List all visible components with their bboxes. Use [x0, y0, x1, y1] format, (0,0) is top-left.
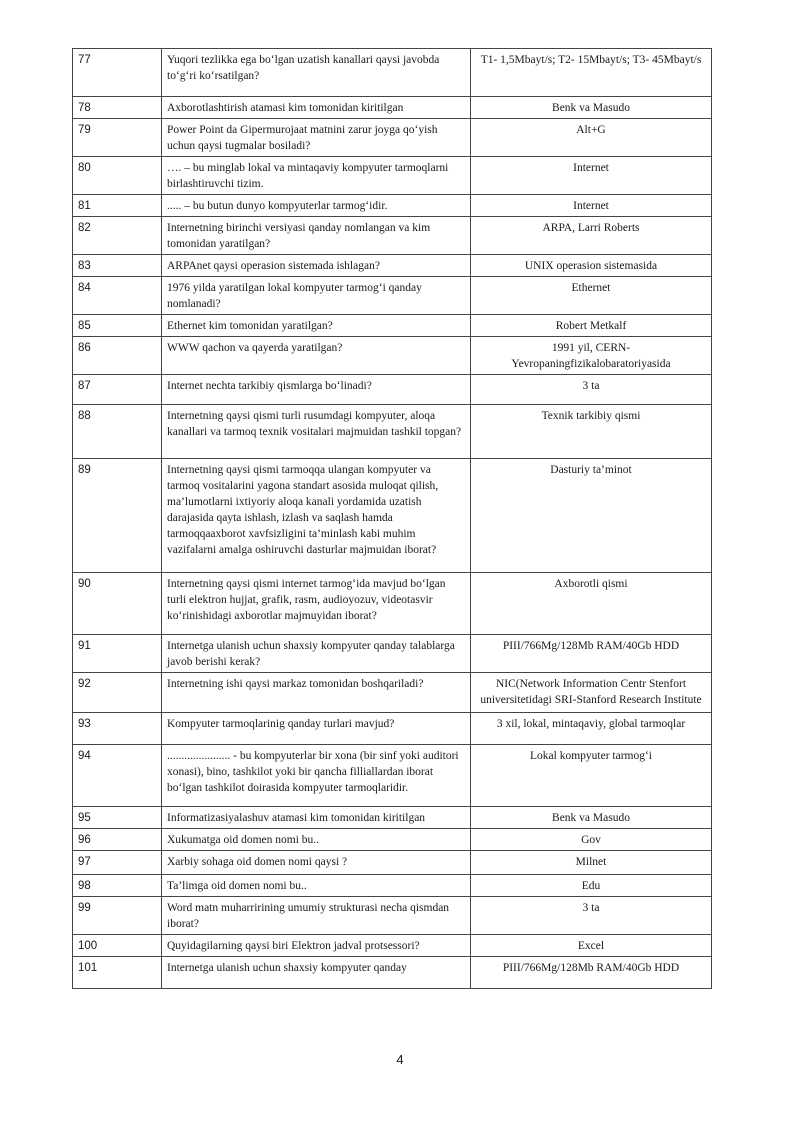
table-row	[73, 315, 712, 337]
answer-text: Dasturiy ta’minot	[471, 459, 712, 573]
table-row	[73, 829, 712, 851]
question-number: 81	[73, 195, 162, 217]
question-text: Internetning qaysi qismi turli rusumdagi kompyuter, aloqa kanallari va tarmoq texnik vositalari majmuidan tashkil topgan?	[162, 405, 471, 459]
answer-text: Excel	[471, 935, 712, 957]
question-number: 80	[73, 157, 162, 195]
question-number: 86	[73, 337, 162, 375]
table-row	[73, 157, 712, 195]
answer-text: Lokal kompyuter tarmog‘i	[471, 745, 712, 807]
table-row	[73, 897, 712, 935]
table-row	[73, 935, 712, 957]
question-text: ...................... - bu kompyuterlar bir xona (bir sinf yoki auditori xonasi), bino, tashkilot yoki bir qancha filliallardan iborat bo‘lgan tashkilot doirasida kompyuter tarmoqlaridir.	[162, 745, 471, 807]
answer-text: Benk va Masudo	[471, 807, 712, 829]
question-number: 97	[73, 851, 162, 875]
answer-text: PIII/766Mg/128Mb RAM/40Gb HDD	[471, 957, 712, 989]
question-number: 99	[73, 897, 162, 935]
question-text: Axborotlashtirish atamasi kim tomonidan kiritilgan	[162, 97, 471, 119]
table-row	[73, 713, 712, 745]
answer-text: T1- 1,5Mbayt/s; T2- 15Mbayt/s; T3- 45Mbayt/s	[471, 49, 712, 97]
question-number: 95	[73, 807, 162, 829]
question-number: 91	[73, 635, 162, 673]
table-row	[73, 337, 712, 375]
table-row	[73, 635, 712, 673]
answer-text: Internet	[471, 157, 712, 195]
question-text: Internetning qaysi qismi tarmoqqa ulangan kompyuter va tarmoq vositalarini yagona standart asosida muloqat qilish, ma’lumotlarni ixtiyoriy aloqa kanali yordamida uzatish darajasida qayta ishlash, izlash va saqlash hamda tarmoqqaaxborot xavfsizligini ta’minlash kabi muhim vazifalarni amalga oshiruvchi dasturlar majmuidan iborat?	[162, 459, 471, 573]
question-text: Ethernet kim tomonidan yaratilgan?	[162, 315, 471, 337]
answer-text: PIII/766Mg/128Mb RAM/40Gb HDD	[471, 635, 712, 673]
answer-text: ARPA, Larri Roberts	[471, 217, 712, 255]
question-number: 92	[73, 673, 162, 713]
question-number: 100	[73, 935, 162, 957]
question-text: Quyidagilarning qaysi biri Elektron jadval protsessori?	[162, 935, 471, 957]
question-number: 83	[73, 255, 162, 277]
question-text: Internetning birinchi versiyasi qanday nomlangan va kim tomonidan yaratilgan?	[162, 217, 471, 255]
question-text: Internet nechta tarkibiy qismlarga bo‘linadi?	[162, 375, 471, 405]
page-number: 4	[396, 1052, 404, 1067]
table-row	[73, 195, 712, 217]
question-text: Kompyuter tarmoqlarinig qanday turlari mavjud?	[162, 713, 471, 745]
question-text: ..... – bu butun dunyo kompyuterlar tarmog‘idir.	[162, 195, 471, 217]
answer-text: 1991 yil, CERN-Yevropaningfizikalobaratoriyasida	[471, 337, 712, 375]
table-row	[73, 745, 712, 807]
answer-text: Alt+G	[471, 119, 712, 157]
answer-text: Gov	[471, 829, 712, 851]
question-number: 88	[73, 405, 162, 459]
answer-text: NIC(Network Information Centr Stenfort universitetidagi SRI-Stanford Research Institute	[471, 673, 712, 713]
question-text: Internetga ulanish uchun shaxsiy kompyuter qanday	[162, 957, 471, 989]
table-row	[73, 807, 712, 829]
question-number: 94	[73, 745, 162, 807]
question-number: 78	[73, 97, 162, 119]
table-row	[73, 405, 712, 459]
table-row	[73, 459, 712, 573]
question-text: Power Point da Gipermurojaat matnini zarur joyga qo‘yish uchun qaysi tugmalar bosiladi?	[162, 119, 471, 157]
answer-text: Benk va Masudo	[471, 97, 712, 119]
question-number: 93	[73, 713, 162, 745]
table-row	[73, 119, 712, 157]
question-text: Word matn muharririning umumiy strukturasi necha qismdan iborat?	[162, 897, 471, 935]
question-number: 77	[73, 49, 162, 97]
table-row	[73, 957, 712, 989]
question-text: Informatizasiyalashuv atamasi kim tomonidan kiritilgan	[162, 807, 471, 829]
question-text: Xukumatga oid domen nomi bu..	[162, 829, 471, 851]
table-row	[73, 875, 712, 897]
question-number: 85	[73, 315, 162, 337]
table-row	[73, 97, 712, 119]
answer-text: 3 ta	[471, 375, 712, 405]
answer-text: 3 ta	[471, 897, 712, 935]
question-number: 87	[73, 375, 162, 405]
question-text: Yuqori tezlikka ega bo‘lgan uzatish kanallari qaysi javobda to‘g‘ri ko‘rsatilgan?	[162, 49, 471, 97]
answer-text: Texnik tarkibiy qismi	[471, 405, 712, 459]
question-number: 98	[73, 875, 162, 897]
question-number: 84	[73, 277, 162, 315]
answer-text: UNIX operasion sistemasida	[471, 255, 712, 277]
question-text: Internetga ulanish uchun shaxsiy kompyuter qanday talablarga javob berishi kerak?	[162, 635, 471, 673]
answer-text: Edu	[471, 875, 712, 897]
question-text: ARPAnet qaysi operasion sistemada ishlagan?	[162, 255, 471, 277]
table-row	[73, 49, 712, 97]
table-body	[73, 49, 712, 989]
question-number: 89	[73, 459, 162, 573]
table-row	[73, 277, 712, 315]
table-row	[73, 217, 712, 255]
question-text: Xarbiy sohaga oid domen nomi qaysi ?	[162, 851, 471, 875]
table-row	[73, 851, 712, 875]
answer-text: Internet	[471, 195, 712, 217]
answer-text: 3 xil, lokal, mintaqaviy, global tarmoqlar	[471, 713, 712, 745]
answer-text: Milnet	[471, 851, 712, 875]
table-row	[73, 255, 712, 277]
question-text: Ta’limga oid domen nomi bu..	[162, 875, 471, 897]
question-number: 90	[73, 573, 162, 635]
question-number: 101	[73, 957, 162, 989]
answer-text: Ethernet	[471, 277, 712, 315]
question-answer-table	[72, 48, 712, 989]
table-row	[73, 573, 712, 635]
question-number: 79	[73, 119, 162, 157]
table-row	[73, 673, 712, 713]
table-row	[73, 375, 712, 405]
question-text: Internetning qaysi qismi internet tarmog‘ida mavjud bo‘lgan turli elektron hujjat, grafik, rasm, audioyozuv, videotasvir ko‘rinishidagi axborotlar majmuyidan iborat?	[162, 573, 471, 635]
answer-text: Robert Metkalf	[471, 315, 712, 337]
question-text: WWW qachon va qayerda yaratilgan?	[162, 337, 471, 375]
question-text: Internetning ishi qaysi markaz tomonidan boshqariladi?	[162, 673, 471, 713]
question-text: …. – bu minglab lokal va mintaqaviy kompyuter tarmoqlarni birlashtiruvchi tizim.	[162, 157, 471, 195]
question-number: 82	[73, 217, 162, 255]
question-number: 96	[73, 829, 162, 851]
answer-text: Axborotli qismi	[471, 573, 712, 635]
question-text: 1976 yilda yaratilgan lokal kompyuter tarmog‘i qanday nomlanadi?	[162, 277, 471, 315]
